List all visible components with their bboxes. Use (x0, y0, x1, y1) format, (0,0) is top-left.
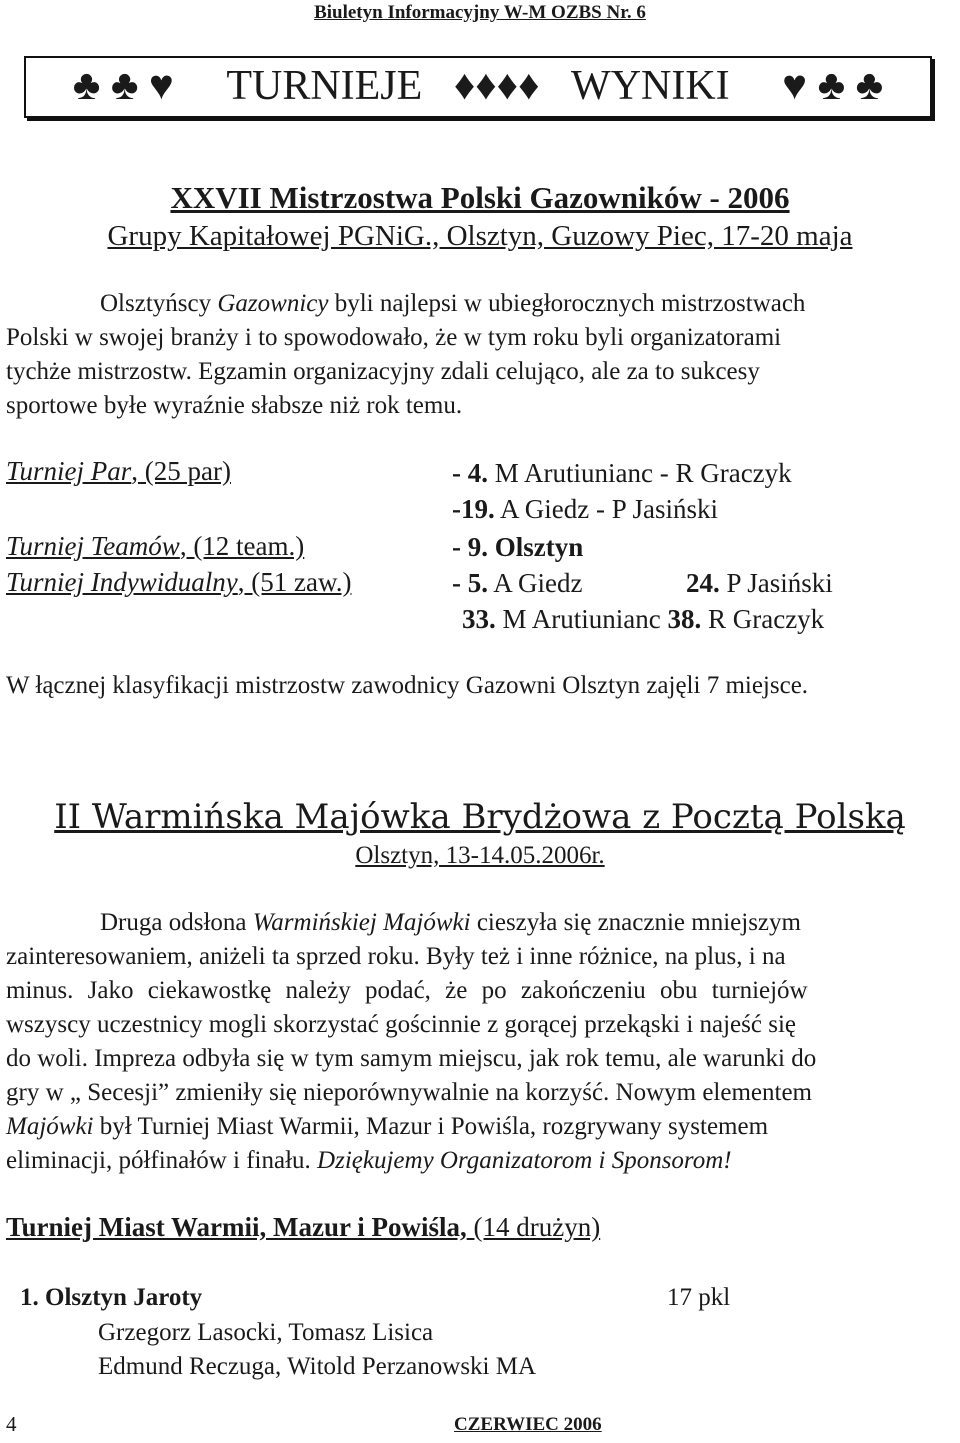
text-span: byli najlepsi w ubiegłorocznych mistrzostwach (328, 290, 806, 317)
majowki-italic: Majówki (6, 1113, 94, 1140)
section1-paragraph (6, 287, 954, 423)
names: M Arutiunianc - R Graczyk (488, 458, 792, 488)
names: R Graczyk (701, 604, 825, 634)
team-1-players-line-1: Grzegorz Lasocki, Tomasz Lisica (98, 1319, 434, 1346)
rank: 33. (462, 604, 496, 634)
footer-date: CZERWIEC 2006 (454, 1414, 602, 1435)
names: A Giedz (488, 568, 583, 598)
banner-text (26, 62, 930, 110)
team-1-score: 17 pkl (667, 1284, 731, 1311)
thanks-italic: Dziękujemy Organizatorom i Sponsorom! (317, 1147, 732, 1174)
banner-word-results: WYNIKI (571, 63, 730, 109)
pairs-result-2 (452, 494, 718, 525)
rank: - 4. (452, 458, 488, 488)
tournament-title (6, 1212, 600, 1243)
names: P Jasiński (719, 568, 833, 598)
section1-subtitle: Grupy Kapitałowej PGNiG., Olsztyn, Guzowy Piec, 17-20 maja (107, 220, 853, 252)
section1-summary: W łącznej klasyfikacji mistrzostw zawodnicy Gazowni Olsztyn zajęli 7 miejsce. (6, 672, 809, 699)
majowka-italic: Warmińskiej Majówki (252, 909, 471, 936)
section2-title: II Warmińska Majówka Brydżowa z Pocztą Polską (54, 797, 906, 837)
rank: 38. (667, 604, 702, 634)
text-span: cieszyła się znacznie mniejszym (470, 909, 801, 936)
tournament-teams-count: (14 drużyn) (466, 1212, 601, 1242)
team-1-name: 1. Olsztyn Jaroty (20, 1284, 203, 1311)
tournament-title-bold: Turniej Miast Warmii, Mazur i Powiśla, (6, 1212, 467, 1242)
section2-para-line (6, 1144, 954, 1178)
page-number: 4 (6, 1412, 17, 1436)
individual-count: , (51 zaw.) (237, 567, 352, 597)
banner-right-suits: ♥ ♣ ♣ (782, 63, 884, 109)
individual-result-3-4 (462, 604, 824, 635)
banner-word-tournaments: TURNIEJE (226, 63, 423, 109)
teams-result-1: - 9. Olsztyn (452, 532, 584, 562)
banner-left-suits: ♣ ♣ ♥ (72, 63, 174, 109)
section2-subtitle: Olsztyn, 13-14.05.2006r. (355, 842, 605, 869)
teams-label (6, 531, 304, 562)
text-span: Olsztyńscy (100, 290, 218, 317)
teams-count: , (12 team.) (179, 531, 305, 561)
gazownicy-italic: Gazownicy (217, 290, 329, 317)
individual-result-1 (452, 568, 583, 599)
rank: 24. (686, 568, 720, 598)
section1-para-line: sportowe byłe wyraźnie słabsze niż rok temu. (6, 392, 463, 419)
section2-para-line: zainteresowaniem, aniżeli ta sprzed roku. Były też i inne różnice, na plus, i na (6, 943, 786, 970)
section2-para-line (6, 906, 954, 940)
team-1-players-line-2: Edmund Reczuga, Witold Perzanowski MA (98, 1353, 537, 1380)
names: M Arutiunianc (495, 604, 668, 634)
bulletin-header: Biuletyn Informacyjny W-M OZBS Nr. 6 (314, 2, 646, 23)
individual-label (6, 567, 351, 598)
names: A Giedz - P Jasiński (494, 494, 719, 524)
section1-para-line (6, 287, 954, 321)
section1-para-line: Polski w swojej branży i to spowodowało, że w tym roku byli organizatorami (6, 324, 782, 351)
pairs-label (6, 456, 231, 487)
section2-para-line: gry w „ Secesji” zmieniły się nieporównywalnie na korzyść. Nowym elementem (6, 1079, 813, 1106)
section2-para-line: minus. Jako ciekawostkę należy podać, że po zakończeniu obu turniejów (6, 977, 808, 1004)
section2-para-line (6, 1110, 954, 1144)
rank: -19. (452, 494, 495, 524)
section-banner (24, 56, 932, 118)
text-span: eliminacji, półfinałów i finału. (6, 1147, 318, 1174)
section2-paragraph (6, 906, 954, 1178)
section1-para-line: tychże mistrzostw. Egzamin organizacyjny zdali celująco, ale za to sukcesy (6, 358, 760, 385)
individual-label-text: Turniej Indywidualny (6, 567, 238, 597)
pairs-count: , (25 par) (131, 456, 231, 486)
banner-middle-suits: ♦♦♦♦ (453, 63, 540, 109)
pairs-result-1 (452, 458, 792, 489)
pairs-label-text: Turniej Par (6, 456, 132, 486)
section2-para-line: do woli. Impreza odbyła się w tym samym miejscu, jak rok temu, ale warunki do (6, 1045, 817, 1072)
text-span: był Turniej Miast Warmii, Mazur i Powiśla, rozgrywany systemem (93, 1113, 769, 1140)
section1-title: XXVII Mistrzostwa Polski Gazowników - 2006 (170, 180, 790, 215)
text-span: Druga odsłona (100, 909, 253, 936)
teams-label-text: Turniej Teamów (6, 531, 180, 561)
rank: - 5. (452, 568, 488, 598)
individual-result-2 (686, 568, 833, 599)
section2-para-line: wszyscy uczestnicy mogli skorzystać gościnnie z gorącej przekąski i najeść się (6, 1011, 797, 1038)
